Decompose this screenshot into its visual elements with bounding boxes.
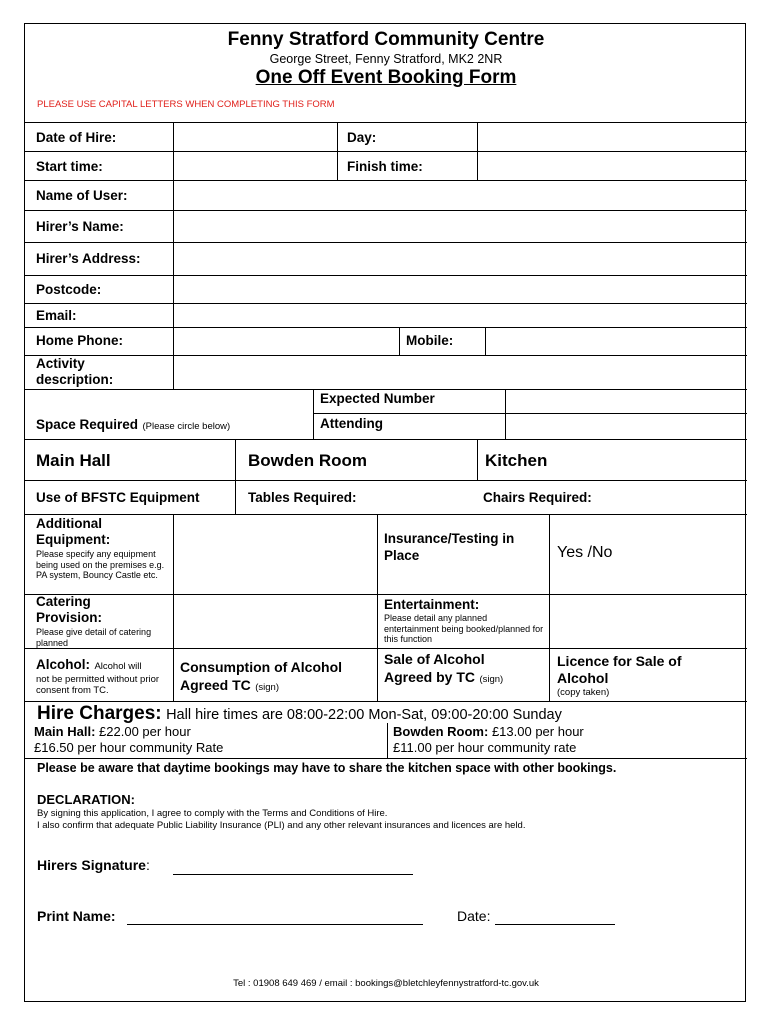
date-of-hire-input[interactable] bbox=[174, 123, 336, 150]
bowden-room-rate: £13.00 per hour bbox=[491, 724, 584, 739]
sale-line2: Agreed by TC bbox=[384, 669, 476, 685]
licence-line1: Licence for Sale of bbox=[557, 653, 682, 669]
declaration-line2: I also confirm that adequate Public Liability Insurance (PLI) and any other relevant insurances and licences are held. bbox=[37, 820, 526, 831]
space-required-label bbox=[36, 416, 230, 434]
day-input[interactable] bbox=[478, 123, 746, 150]
alcohol-note: not be permitted without prior consent from TC. bbox=[36, 674, 160, 696]
licence-label bbox=[557, 653, 743, 698]
attending-label: Attending bbox=[320, 416, 383, 431]
date-line[interactable] bbox=[495, 924, 615, 925]
bowden-room-charges bbox=[393, 724, 584, 756]
date-label: Date: bbox=[457, 908, 491, 924]
alcohol-text: Alcohol: bbox=[36, 657, 90, 672]
catering-label-line2: Provision: bbox=[36, 610, 103, 625]
signature-label-text: Hirers Signature bbox=[37, 857, 146, 873]
entertainment-input[interactable] bbox=[550, 595, 746, 647]
hire-times: Hall hire times are 08:00-22:00 Mon-Sat, 09:00-20:00 Sunday bbox=[166, 707, 562, 723]
capital-letters-instruction: PLEASE USE CAPITAL LETTERS WHEN COMPLETING THIS FORM bbox=[37, 99, 335, 110]
bfstc-equipment-label: Use of BFSTC Equipment bbox=[36, 490, 200, 505]
copy-taken-note: (copy taken) bbox=[557, 687, 610, 698]
sale-sign-note: (sign) bbox=[479, 674, 504, 685]
declaration-heading: DECLARATION: bbox=[37, 792, 135, 807]
catering-provision-input[interactable] bbox=[174, 595, 376, 647]
insurance-yes-no[interactable]: Yes /No bbox=[557, 544, 613, 561]
catering-note: Please give detail of catering planned bbox=[36, 627, 152, 648]
bowden-room-charge-label: Bowden Room: bbox=[393, 724, 489, 739]
name-of-user-label: Name of User: bbox=[36, 188, 128, 203]
date-of-hire-label: Date of Hire: bbox=[36, 130, 117, 145]
hirers-signature-line[interactable] bbox=[173, 874, 413, 875]
main-hall-option[interactable]: Main Hall bbox=[36, 451, 111, 470]
tables-required-label: Tables Required: bbox=[248, 490, 357, 505]
start-time-input[interactable] bbox=[174, 152, 336, 179]
postcode-label: Postcode: bbox=[36, 282, 102, 297]
bowden-room-community-rate: £11.00 per hour community rate bbox=[393, 740, 577, 755]
catering-label-line1: Catering bbox=[36, 594, 91, 609]
print-name-line[interactable] bbox=[127, 924, 423, 925]
additional-label-line1: Additional bbox=[36, 516, 102, 531]
activity-label-line1: Activity bbox=[36, 356, 85, 371]
finish-time-input[interactable] bbox=[478, 152, 746, 179]
finish-time-label: Finish time: bbox=[347, 159, 423, 174]
email-input[interactable] bbox=[174, 304, 746, 326]
activity-description-input[interactable] bbox=[174, 356, 746, 388]
sale-agreed-label bbox=[384, 650, 544, 689]
mobile-input[interactable] bbox=[486, 328, 746, 354]
day-label: Day: bbox=[347, 130, 377, 145]
hirers-name-label: Hirer’s Name: bbox=[36, 219, 124, 234]
consumption-agreed-label bbox=[180, 658, 375, 697]
alcohol-label bbox=[36, 656, 171, 696]
expected-number-input[interactable] bbox=[506, 390, 746, 438]
consumption-line1: Consumption of Alcohol bbox=[180, 659, 343, 675]
main-hall-charge-label: Main Hall: bbox=[34, 724, 96, 739]
email-label: Email: bbox=[36, 308, 77, 323]
sale-line1: Sale of Alcohol bbox=[384, 651, 485, 667]
name-of-user-input[interactable] bbox=[174, 181, 746, 209]
contact-footer: Tel : 01908 649 469 / email : bookings@bletchleyfennystratford-tc.gov.uk bbox=[233, 978, 539, 989]
hirers-address-input[interactable] bbox=[174, 243, 746, 274]
centre-address: George Street, Fenny Stratford, MK2 2NR bbox=[269, 52, 503, 66]
postcode-input[interactable] bbox=[174, 276, 746, 302]
hire-charges-heading: Hire Charges: bbox=[37, 703, 162, 724]
hirers-address-label: Hirer’s Address: bbox=[36, 251, 141, 266]
alcohol-note-inline: Alcohol will bbox=[94, 661, 142, 672]
catering-provision-label bbox=[36, 594, 171, 648]
expected-number-label: Expected Number bbox=[320, 391, 435, 406]
booking-form bbox=[24, 23, 746, 1002]
consumption-sign-note: (sign) bbox=[255, 682, 280, 693]
space-required-note: (Please circle below) bbox=[142, 421, 231, 432]
main-hall-community-rate: £16.50 per hour community Rate bbox=[34, 740, 224, 755]
entertainment-label bbox=[384, 597, 544, 645]
chairs-required-label: Chairs Required: bbox=[483, 490, 592, 505]
activity-description-label bbox=[36, 356, 113, 388]
home-phone-input[interactable] bbox=[174, 328, 398, 354]
hire-charges-line bbox=[37, 703, 562, 725]
additional-equipment-input[interactable] bbox=[174, 515, 376, 593]
kitchen-option[interactable]: Kitchen bbox=[485, 451, 548, 470]
additional-equipment-note: Please specify any equipment being used on the premises e.g. PA system, Bouncy Castle etc. bbox=[36, 549, 165, 580]
print-name-label: Print Name: bbox=[37, 908, 116, 924]
kitchen-sharing-notice: Please be aware that daytime bookings may have to share the kitchen space with other bookings. bbox=[37, 761, 617, 775]
mobile-label: Mobile: bbox=[406, 333, 454, 348]
entertainment-text: Entertainment: bbox=[384, 597, 480, 612]
main-hall-charges bbox=[34, 724, 223, 756]
activity-label-line2: description: bbox=[36, 372, 114, 387]
signature-colon: : bbox=[145, 857, 150, 873]
home-phone-label: Home Phone: bbox=[36, 333, 124, 348]
additional-label-line2: Equipment: bbox=[36, 532, 111, 547]
hirers-signature-label bbox=[37, 857, 150, 873]
insurance-testing-label: Insurance/Testing in Place bbox=[384, 531, 515, 563]
declaration-text bbox=[37, 808, 525, 832]
entertainment-note: Please detail any planned entertainment being booked/planned for this function bbox=[384, 613, 544, 644]
additional-equipment-label bbox=[36, 516, 171, 581]
hirers-name-input[interactable] bbox=[174, 211, 746, 241]
bowden-room-option[interactable]: Bowden Room bbox=[248, 451, 367, 470]
licence-line2: Alcohol bbox=[557, 670, 609, 686]
consumption-line2: Agreed TC bbox=[180, 677, 251, 693]
main-hall-rate: £22.00 per hour bbox=[99, 724, 191, 739]
centre-name: Fenny Stratford Community Centre bbox=[227, 29, 545, 50]
space-required-text: Space Required bbox=[36, 417, 139, 432]
declaration-line1: By signing this application, I agree to comply with the Terms and Conditions of Hire. bbox=[37, 808, 388, 819]
start-time-label: Start time: bbox=[36, 159, 103, 174]
form-title: One Off Event Booking Form bbox=[255, 67, 517, 88]
